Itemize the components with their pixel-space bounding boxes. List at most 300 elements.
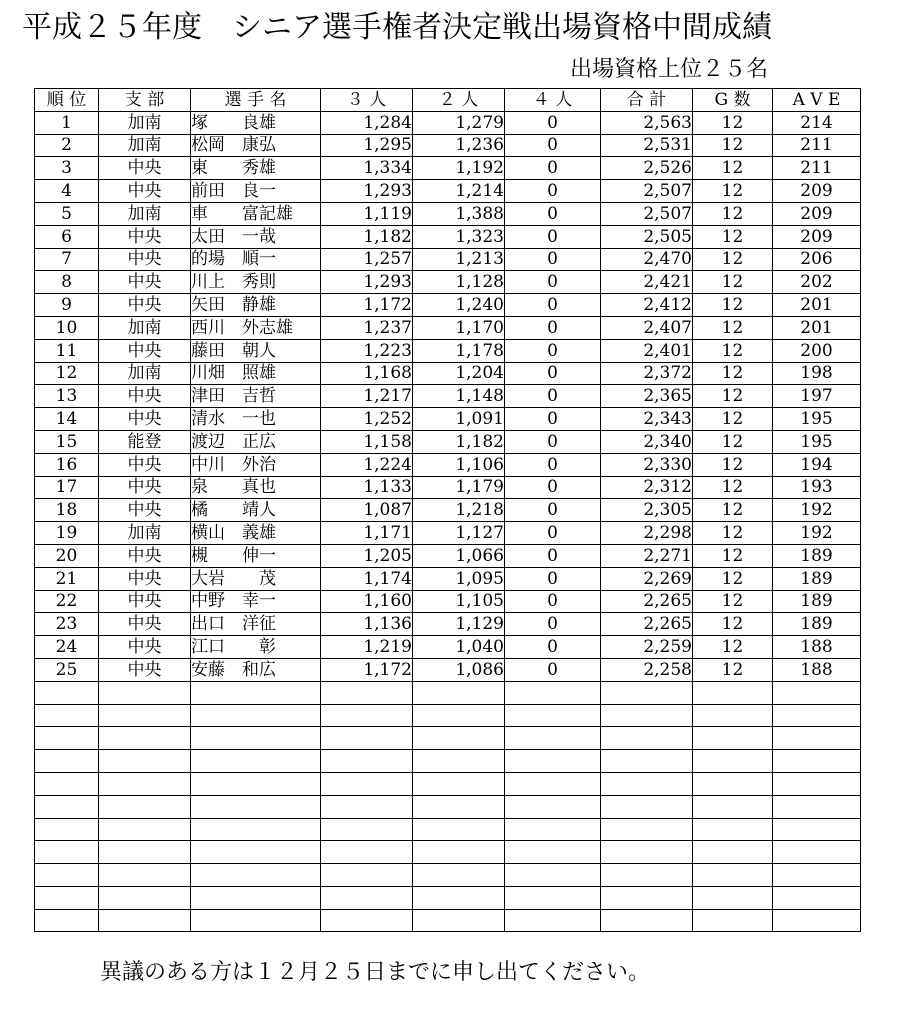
empty-cell <box>773 818 861 841</box>
empty-cell <box>35 864 99 887</box>
four-person-cell: 0 <box>505 316 601 339</box>
average-cell: 195 <box>773 408 861 431</box>
empty-cell <box>321 864 413 887</box>
name-cell: 車 富記雄 <box>191 202 321 225</box>
three-person-cell: 1,174 <box>321 567 413 590</box>
empty-row <box>35 772 861 795</box>
total-cell: 2,401 <box>601 339 693 362</box>
empty-row <box>35 886 861 909</box>
table-row <box>35 567 861 590</box>
branch-cell: 中央 <box>99 157 191 180</box>
three-person-cell: 1,295 <box>321 134 413 157</box>
empty-cell <box>413 886 505 909</box>
two-person-cell: 1,279 <box>413 111 505 134</box>
empty-cell <box>693 886 773 909</box>
four-person-cell: 0 <box>505 544 601 567</box>
table-row <box>35 453 861 476</box>
empty-cell <box>99 864 191 887</box>
table-row <box>35 522 861 545</box>
empty-cell <box>505 750 601 773</box>
empty-cell <box>321 841 413 864</box>
empty-cell <box>505 886 601 909</box>
average-cell: 192 <box>773 499 861 522</box>
empty-cell <box>693 909 773 932</box>
average-cell: 189 <box>773 567 861 590</box>
average-cell: 214 <box>773 111 861 134</box>
three-person-cell: 1,217 <box>321 385 413 408</box>
rank-cell: 5 <box>35 202 99 225</box>
branch-cell: 中央 <box>99 339 191 362</box>
empty-cell <box>413 841 505 864</box>
four-person-cell: 0 <box>505 613 601 636</box>
two-person-cell: 1,095 <box>413 567 505 590</box>
two-person-cell: 1,148 <box>413 385 505 408</box>
games-cell: 12 <box>693 202 773 225</box>
rank-cell: 22 <box>35 590 99 613</box>
two-person-cell: 1,105 <box>413 590 505 613</box>
branch-cell: 加南 <box>99 316 191 339</box>
games-cell: 12 <box>693 522 773 545</box>
four-person-cell: 0 <box>505 180 601 203</box>
games-cell: 12 <box>693 590 773 613</box>
empty-cell <box>601 727 693 750</box>
branch-cell: 中央 <box>99 385 191 408</box>
average-cell: 201 <box>773 294 861 317</box>
table-row <box>35 385 861 408</box>
three-person-cell: 1,237 <box>321 316 413 339</box>
empty-cell <box>321 909 413 932</box>
total-cell: 2,505 <box>601 225 693 248</box>
name-cell: 塚 良雄 <box>191 111 321 134</box>
four-person-cell: 0 <box>505 636 601 659</box>
average-cell: 206 <box>773 248 861 271</box>
rank-cell: 17 <box>35 476 99 499</box>
empty-cell <box>413 818 505 841</box>
table-row <box>35 430 861 453</box>
empty-cell <box>321 750 413 773</box>
table-row <box>35 590 861 613</box>
two-person-cell: 1,128 <box>413 271 505 294</box>
average-cell: 189 <box>773 544 861 567</box>
empty-cell <box>191 864 321 887</box>
branch-cell: 加南 <box>99 134 191 157</box>
three-person-cell: 1,160 <box>321 590 413 613</box>
name-cell: 的場 順一 <box>191 248 321 271</box>
empty-cell <box>35 772 99 795</box>
two-person-cell: 1,086 <box>413 658 505 681</box>
rank-cell: 24 <box>35 636 99 659</box>
three-person-cell: 1,133 <box>321 476 413 499</box>
empty-cell <box>413 772 505 795</box>
empty-row <box>35 727 861 750</box>
empty-cell <box>35 818 99 841</box>
games-cell: 12 <box>693 180 773 203</box>
empty-cell <box>321 886 413 909</box>
empty-cell <box>773 886 861 909</box>
total-cell: 2,265 <box>601 590 693 613</box>
four-person-cell: 0 <box>505 408 601 431</box>
empty-cell <box>321 772 413 795</box>
three-person-cell: 1,136 <box>321 613 413 636</box>
branch-cell: 中央 <box>99 408 191 431</box>
empty-cell <box>191 681 321 704</box>
table-row <box>35 316 861 339</box>
rank-cell: 21 <box>35 567 99 590</box>
three-person-cell: 1,087 <box>321 499 413 522</box>
average-cell: 192 <box>773 522 861 545</box>
rank-cell: 7 <box>35 248 99 271</box>
branch-cell: 中央 <box>99 453 191 476</box>
two-person-cell: 1,236 <box>413 134 505 157</box>
name-cell: 大岩 茂 <box>191 567 321 590</box>
name-cell: 川畑 照雄 <box>191 362 321 385</box>
branch-cell: 加南 <box>99 362 191 385</box>
games-cell: 12 <box>693 499 773 522</box>
games-cell: 12 <box>693 408 773 431</box>
total-cell: 2,305 <box>601 499 693 522</box>
name-cell: 太田 一哉 <box>191 225 321 248</box>
three-person-cell: 1,172 <box>321 294 413 317</box>
total-cell: 2,507 <box>601 180 693 203</box>
four-person-cell: 0 <box>505 157 601 180</box>
empty-cell <box>191 704 321 727</box>
header-branch: 支 部 <box>99 89 191 112</box>
four-person-cell: 0 <box>505 453 601 476</box>
empty-cell <box>191 727 321 750</box>
empty-cell <box>191 772 321 795</box>
empty-cell <box>505 864 601 887</box>
branch-cell: 加南 <box>99 202 191 225</box>
name-cell: 松岡 康弘 <box>191 134 321 157</box>
average-cell: 201 <box>773 316 861 339</box>
empty-cell <box>773 864 861 887</box>
empty-cell <box>321 704 413 727</box>
branch-cell: 加南 <box>99 522 191 545</box>
empty-row <box>35 841 861 864</box>
table-row <box>35 202 861 225</box>
three-person-cell: 1,334 <box>321 157 413 180</box>
two-person-cell: 1,178 <box>413 339 505 362</box>
empty-cell <box>99 681 191 704</box>
two-person-cell: 1,170 <box>413 316 505 339</box>
empty-cell <box>693 772 773 795</box>
total-cell: 2,259 <box>601 636 693 659</box>
empty-row <box>35 750 861 773</box>
total-cell: 2,298 <box>601 522 693 545</box>
average-cell: 188 <box>773 636 861 659</box>
empty-cell <box>99 772 191 795</box>
empty-cell <box>505 704 601 727</box>
empty-cell <box>773 841 861 864</box>
empty-cell <box>191 795 321 818</box>
average-cell: 209 <box>773 180 861 203</box>
two-person-cell: 1,127 <box>413 522 505 545</box>
four-person-cell: 0 <box>505 225 601 248</box>
empty-cell <box>505 795 601 818</box>
page-subtitle: 出場資格上位２５名 <box>570 57 769 82</box>
name-cell: 泉 真也 <box>191 476 321 499</box>
rank-cell: 3 <box>35 157 99 180</box>
empty-cell <box>191 909 321 932</box>
empty-row <box>35 681 861 704</box>
header-player-name: 選 手 名 <box>191 89 321 112</box>
empty-cell <box>35 886 99 909</box>
empty-cell <box>601 909 693 932</box>
header-4-person: ４ 人 <box>505 89 601 112</box>
three-person-cell: 1,219 <box>321 636 413 659</box>
empty-cell <box>693 864 773 887</box>
table-row <box>35 636 861 659</box>
name-cell: 出口 洋征 <box>191 613 321 636</box>
average-cell: 194 <box>773 453 861 476</box>
games-cell: 12 <box>693 613 773 636</box>
empty-cell <box>321 681 413 704</box>
empty-cell <box>505 909 601 932</box>
empty-cell <box>35 795 99 818</box>
two-person-cell: 1,323 <box>413 225 505 248</box>
table-row <box>35 134 861 157</box>
branch-cell: 中央 <box>99 180 191 203</box>
four-person-cell: 0 <box>505 658 601 681</box>
empty-cell <box>321 818 413 841</box>
four-person-cell: 0 <box>505 476 601 499</box>
empty-cell <box>773 681 861 704</box>
name-cell: 橘 靖人 <box>191 499 321 522</box>
four-person-cell: 0 <box>505 271 601 294</box>
games-cell: 12 <box>693 339 773 362</box>
games-cell: 12 <box>693 453 773 476</box>
four-person-cell: 0 <box>505 248 601 271</box>
total-cell: 2,343 <box>601 408 693 431</box>
three-person-cell: 1,284 <box>321 111 413 134</box>
empty-cell <box>99 886 191 909</box>
two-person-cell: 1,091 <box>413 408 505 431</box>
page-title: 平成２５年度 シニア選手権者決定戦出場資格中間成績 <box>22 10 772 45</box>
three-person-cell: 1,293 <box>321 271 413 294</box>
four-person-cell: 0 <box>505 567 601 590</box>
three-person-cell: 1,223 <box>321 339 413 362</box>
empty-cell <box>505 772 601 795</box>
four-person-cell: 0 <box>505 430 601 453</box>
total-cell: 2,563 <box>601 111 693 134</box>
empty-cell <box>413 795 505 818</box>
rank-cell: 18 <box>35 499 99 522</box>
table-row <box>35 157 861 180</box>
empty-cell <box>99 704 191 727</box>
average-cell: 211 <box>773 134 861 157</box>
total-cell: 2,421 <box>601 271 693 294</box>
four-person-cell: 0 <box>505 362 601 385</box>
empty-cell <box>505 681 601 704</box>
games-cell: 12 <box>693 430 773 453</box>
games-cell: 12 <box>693 294 773 317</box>
rank-cell: 2 <box>35 134 99 157</box>
two-person-cell: 1,192 <box>413 157 505 180</box>
empty-cell <box>99 795 191 818</box>
table-row <box>35 111 861 134</box>
empty-cell <box>601 841 693 864</box>
empty-row <box>35 704 861 727</box>
empty-cell <box>773 750 861 773</box>
table-row <box>35 544 861 567</box>
average-cell: 189 <box>773 590 861 613</box>
empty-row <box>35 864 861 887</box>
empty-cell <box>191 886 321 909</box>
total-cell: 2,258 <box>601 658 693 681</box>
games-cell: 12 <box>693 157 773 180</box>
empty-cell <box>99 841 191 864</box>
empty-cell <box>321 727 413 750</box>
total-cell: 2,265 <box>601 613 693 636</box>
branch-cell: 中央 <box>99 590 191 613</box>
three-person-cell: 1,158 <box>321 430 413 453</box>
four-person-cell: 0 <box>505 385 601 408</box>
branch-cell: 加南 <box>99 111 191 134</box>
total-cell: 2,526 <box>601 157 693 180</box>
total-cell: 2,340 <box>601 430 693 453</box>
empty-cell <box>693 750 773 773</box>
three-person-cell: 1,172 <box>321 658 413 681</box>
branch-cell: 能登 <box>99 430 191 453</box>
average-cell: 189 <box>773 613 861 636</box>
four-person-cell: 0 <box>505 499 601 522</box>
table-row <box>35 294 861 317</box>
rank-cell: 16 <box>35 453 99 476</box>
name-cell: 横山 義雄 <box>191 522 321 545</box>
three-person-cell: 1,205 <box>321 544 413 567</box>
three-person-cell: 1,257 <box>321 248 413 271</box>
empty-cell <box>693 681 773 704</box>
three-person-cell: 1,182 <box>321 225 413 248</box>
total-cell: 2,372 <box>601 362 693 385</box>
games-cell: 12 <box>693 385 773 408</box>
empty-cell <box>99 909 191 932</box>
rank-cell: 6 <box>35 225 99 248</box>
four-person-cell: 0 <box>505 522 601 545</box>
total-cell: 2,531 <box>601 134 693 157</box>
average-cell: 209 <box>773 225 861 248</box>
empty-cell <box>413 704 505 727</box>
total-cell: 2,412 <box>601 294 693 317</box>
three-person-cell: 1,119 <box>321 202 413 225</box>
two-person-cell: 1,388 <box>413 202 505 225</box>
empty-cell <box>35 727 99 750</box>
games-cell: 12 <box>693 544 773 567</box>
total-cell: 2,269 <box>601 567 693 590</box>
two-person-cell: 1,106 <box>413 453 505 476</box>
name-cell: 矢田 静雄 <box>191 294 321 317</box>
four-person-cell: 0 <box>505 134 601 157</box>
games-cell: 12 <box>693 476 773 499</box>
table-row <box>35 362 861 385</box>
three-person-cell: 1,171 <box>321 522 413 545</box>
total-cell: 2,312 <box>601 476 693 499</box>
empty-cell <box>35 841 99 864</box>
average-cell: 200 <box>773 339 861 362</box>
branch-cell: 中央 <box>99 271 191 294</box>
empty-cell <box>413 750 505 773</box>
empty-cell <box>35 909 99 932</box>
name-cell: 清水 一也 <box>191 408 321 431</box>
empty-row <box>35 795 861 818</box>
table-row <box>35 225 861 248</box>
empty-cell <box>601 886 693 909</box>
empty-cell <box>413 727 505 750</box>
empty-cell <box>773 704 861 727</box>
rank-cell: 13 <box>35 385 99 408</box>
name-cell: 中川 外治 <box>191 453 321 476</box>
branch-cell: 中央 <box>99 225 191 248</box>
branch-cell: 中央 <box>99 248 191 271</box>
empty-cell <box>601 864 693 887</box>
average-cell: 202 <box>773 271 861 294</box>
table-row <box>35 499 861 522</box>
name-cell: 藤田 朝人 <box>191 339 321 362</box>
empty-cell <box>773 727 861 750</box>
name-cell: 前田 良一 <box>191 180 321 203</box>
empty-cell <box>505 818 601 841</box>
table-row <box>35 476 861 499</box>
rank-cell: 14 <box>35 408 99 431</box>
games-cell: 12 <box>693 316 773 339</box>
empty-cell <box>693 818 773 841</box>
header-rank: 順 位 <box>35 89 99 112</box>
two-person-cell: 1,214 <box>413 180 505 203</box>
empty-cell <box>505 841 601 864</box>
four-person-cell: 0 <box>505 590 601 613</box>
name-cell: 東 秀雄 <box>191 157 321 180</box>
average-cell: 197 <box>773 385 861 408</box>
empty-cell <box>413 864 505 887</box>
games-cell: 12 <box>693 362 773 385</box>
total-cell: 2,407 <box>601 316 693 339</box>
games-cell: 12 <box>693 111 773 134</box>
header-3-person: ３ 人 <box>321 89 413 112</box>
table-row <box>35 180 861 203</box>
empty-cell <box>35 750 99 773</box>
results-table <box>34 88 861 932</box>
empty-cell <box>693 727 773 750</box>
three-person-cell: 1,224 <box>321 453 413 476</box>
branch-cell: 中央 <box>99 544 191 567</box>
rank-cell: 4 <box>35 180 99 203</box>
two-person-cell: 1,240 <box>413 294 505 317</box>
empty-cell <box>693 795 773 818</box>
empty-cell <box>601 681 693 704</box>
games-cell: 12 <box>693 271 773 294</box>
four-person-cell: 0 <box>505 339 601 362</box>
empty-cell <box>191 818 321 841</box>
header-row <box>35 89 861 112</box>
rank-cell: 12 <box>35 362 99 385</box>
table-row <box>35 408 861 431</box>
two-person-cell: 1,066 <box>413 544 505 567</box>
four-person-cell: 0 <box>505 202 601 225</box>
average-cell: 209 <box>773 202 861 225</box>
branch-cell: 中央 <box>99 476 191 499</box>
average-cell: 198 <box>773 362 861 385</box>
empty-row <box>35 818 861 841</box>
table-row <box>35 271 861 294</box>
rank-cell: 25 <box>35 658 99 681</box>
total-cell: 2,330 <box>601 453 693 476</box>
empty-row <box>35 909 861 932</box>
table-row <box>35 658 861 681</box>
empty-cell <box>601 772 693 795</box>
rank-cell: 20 <box>35 544 99 567</box>
rank-cell: 23 <box>35 613 99 636</box>
branch-cell: 中央 <box>99 658 191 681</box>
